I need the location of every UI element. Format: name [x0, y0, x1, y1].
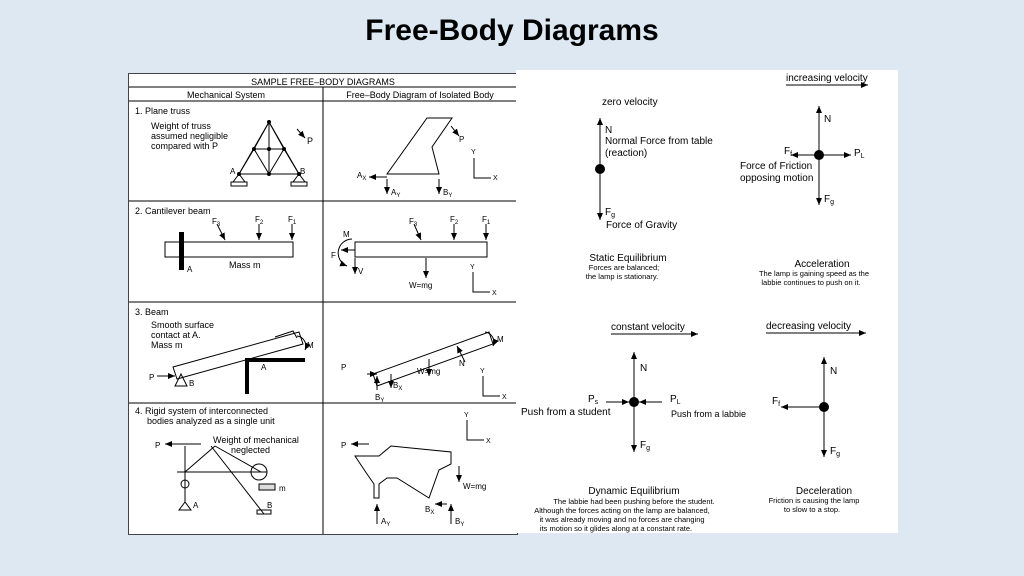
fbd1-by-label: $B_Y$	[443, 188, 453, 199]
decel-caption-2: to slow to a stop.	[783, 505, 841, 514]
fbd2-f3-label: $F_3$	[409, 217, 418, 228]
dynamic-n-label: N	[640, 363, 648, 374]
fbd2-f-label: F	[331, 251, 336, 260]
decel-ff-label: $F_f$	[772, 396, 781, 408]
row-cantilever-beam	[135, 206, 497, 297]
static-heading: Static Equilibrium	[589, 253, 667, 264]
fbd3-axes	[483, 376, 500, 396]
table-header: SAMPLE FREE–BODY DIAGRAMS	[251, 77, 395, 87]
static-fg-label: $F_g$	[605, 207, 616, 219]
fbd1-y-label: Y	[471, 149, 476, 156]
fbd1-axes	[474, 158, 491, 178]
sample-fbd-svg	[129, 74, 517, 534]
truss-load-arrow	[297, 129, 305, 138]
row2-title: 2. Cantilever beam	[135, 206, 211, 216]
dynamic-caption-2: Although the forces acting on the lamp are balanced,	[534, 506, 710, 515]
fbd4-body	[355, 446, 451, 498]
fbd2-w-label: W=mg	[409, 281, 433, 290]
fbd1-ax-label: $A_X$	[357, 171, 367, 182]
cant-f3-label: $F_3$	[212, 217, 221, 228]
decel-top-label: decreasing velocity	[766, 321, 852, 332]
fbd3-m-label: M	[497, 335, 504, 344]
accel-n-label: N	[824, 114, 832, 125]
rigid-mass-block	[259, 484, 275, 490]
beam-p-label: P	[149, 373, 155, 382]
fbd2-x-label: X	[492, 290, 497, 297]
accel-top-label: increasing velocity	[786, 73, 868, 84]
accel-friction-desc-1: Force of Friction	[740, 161, 813, 172]
fbd3-w-label: W=mg	[417, 367, 441, 376]
fbd1-p-label: P	[459, 135, 465, 144]
fbd4-axes	[467, 420, 484, 440]
col-free-body: Free–Body Diagram of Isolated Body	[346, 90, 494, 100]
dynamic-equilibrium-diagram	[521, 322, 746, 533]
static-fg-desc: Force of Gravity	[606, 220, 678, 231]
cant-f1-label: $F_1$	[288, 215, 297, 226]
decel-fg-label: $F_g$	[830, 446, 841, 458]
acceleration-diagram	[740, 73, 869, 287]
fbd2-v-label: V	[358, 267, 364, 276]
dynamic-top-label: constant velocity	[611, 322, 685, 333]
row3-note-line2: contact at A.	[151, 330, 201, 340]
fbd3-by-label: $B_Y$	[375, 393, 385, 404]
accel-caption-2: labbie continues to push on it.	[761, 278, 861, 287]
dynamic-heading: Dynamic Equilibrium	[588, 486, 680, 497]
accel-friction-desc-2: opposing motion	[740, 173, 814, 184]
beam-moment-arrow	[297, 336, 306, 350]
dynamic-fg-label: $F_g$	[640, 440, 651, 452]
row4-note-line2: neglected	[231, 445, 271, 455]
accel-pl-label: $P_L$	[854, 148, 865, 160]
decel-heading: Deceleration	[795, 486, 853, 497]
fbd4-by-label: $B_Y$	[455, 517, 465, 528]
sample-fbd-table	[128, 73, 518, 535]
beam-ledge	[247, 360, 305, 394]
fbd1-ay-label: $A_Y$	[391, 188, 401, 199]
row1-title: 1. Plane truss	[135, 106, 191, 116]
dynamic-caption-4: its motion so it glides along at a constant rate.	[539, 524, 693, 533]
fbd4-y-label: Y	[464, 412, 469, 419]
decel-caption-1: Friction is causing the lamp	[768, 496, 860, 505]
slide-title: Free-Body Diagrams	[365, 14, 659, 47]
beam-end-detail	[275, 331, 297, 338]
fbd3-p-label: P	[341, 363, 347, 372]
lamp-fbd-svg	[516, 70, 898, 533]
static-n-desc-2: (reaction)	[605, 148, 648, 159]
fbd2-beam	[355, 242, 487, 257]
row-rigid-system	[135, 406, 491, 528]
accel-caption-1: The lamp is gaining speed as the	[758, 269, 870, 278]
row3-title: 3. Beam	[135, 307, 169, 317]
fbd2-f2-label: $F_2$	[450, 215, 459, 226]
dynamic-caption-1: The labbie had been pushing before the student.	[553, 497, 715, 506]
row3-note-line3: Mass m	[151, 340, 183, 350]
truss-a-label: A	[230, 167, 236, 176]
fbd3-bx-label: $B_X$	[393, 381, 403, 392]
fbd4-ay-label: $A_Y$	[381, 517, 391, 528]
truss-fbd-body	[387, 118, 452, 174]
fbd3-x-label: X	[502, 394, 507, 401]
row3-note-line1: Smooth surface	[151, 320, 215, 330]
fbd2-f1-label: $F_1$	[482, 215, 491, 226]
beam-m-label: M	[307, 341, 314, 350]
dynamic-push-labbie: Push from a labbie	[671, 409, 747, 419]
beam-pin-support	[175, 374, 187, 386]
cantilever-wall	[179, 232, 184, 270]
cantilever-a-label: A	[187, 265, 193, 274]
rigid-p-label: P	[155, 441, 161, 450]
deceleration-diagram	[766, 321, 866, 514]
fbd4-p-label: P	[341, 441, 347, 450]
cantilever-mass-label: Mass m	[229, 260, 261, 270]
static-n-desc-1: Normal Force from table	[605, 136, 713, 147]
fbd3-y-label: Y	[480, 368, 485, 375]
row1-note-line1: Weight of truss	[151, 121, 211, 131]
rigid-frame	[177, 446, 267, 514]
row4-title-line1: 4. Rigid system of interconnected	[135, 406, 269, 416]
static-caption-1: Forces are balanced;	[588, 263, 660, 272]
col-mechanical-system: Mechanical System	[186, 90, 266, 100]
dynamic-pl-label: $P_L$	[670, 394, 681, 406]
rigid-b-label: B	[267, 501, 273, 510]
fbd4-w-label: W=mg	[463, 482, 487, 491]
rigid-a-label: A	[193, 501, 199, 510]
truss-p-label: P	[307, 136, 314, 146]
row4-note-line1: Weight of mechanical	[213, 435, 299, 445]
fbd2-m-label: M	[343, 230, 350, 239]
dynamic-caption-3: it was already moving and no forces are changing	[539, 515, 705, 524]
static-top-label: zero velocity	[602, 97, 658, 108]
dynamic-ps-label: $P_s$	[588, 394, 599, 406]
row-plane-truss	[135, 106, 498, 199]
row-beam	[135, 307, 507, 404]
truss-b-label: B	[300, 167, 306, 176]
static-caption-2: the lamp is stationary.	[585, 272, 659, 281]
beam-b-label: B	[189, 379, 195, 388]
fbd2-axes	[473, 272, 490, 292]
decel-n-label: N	[830, 366, 838, 377]
row1-note-line3: compared with P	[151, 141, 219, 151]
accel-ff-label: $F_f$	[784, 146, 793, 158]
fbd1-p-arrow	[451, 126, 459, 136]
lamp-fbd-panel	[516, 70, 898, 533]
row1-note-line2: assumed negligible	[151, 131, 229, 141]
static-n-label: N	[605, 125, 613, 136]
cantilever-beam	[165, 242, 293, 257]
fbd2-moment-arrow	[338, 239, 352, 266]
accel-fg-label: $F_g$	[824, 194, 835, 206]
cant-f2-label: $F_2$	[255, 215, 264, 226]
accel-heading: Acceleration	[794, 259, 850, 270]
beam-a-label: A	[261, 363, 267, 372]
fbd1-x-label: X	[493, 175, 498, 182]
fbd4-x-label: X	[486, 438, 491, 445]
fbd3-n-label: N	[459, 359, 465, 368]
dynamic-push-student: Push from a student	[521, 407, 611, 418]
static-equilibrium-diagram	[586, 97, 713, 281]
row4-title-line2: bodies analyzed as a single unit	[147, 416, 275, 426]
rigid-m-label: m	[279, 484, 286, 493]
fbd2-y-label: Y	[470, 264, 475, 271]
fbd4-bx-label: $B_X$	[425, 505, 435, 516]
rigid-support-a	[179, 502, 191, 510]
